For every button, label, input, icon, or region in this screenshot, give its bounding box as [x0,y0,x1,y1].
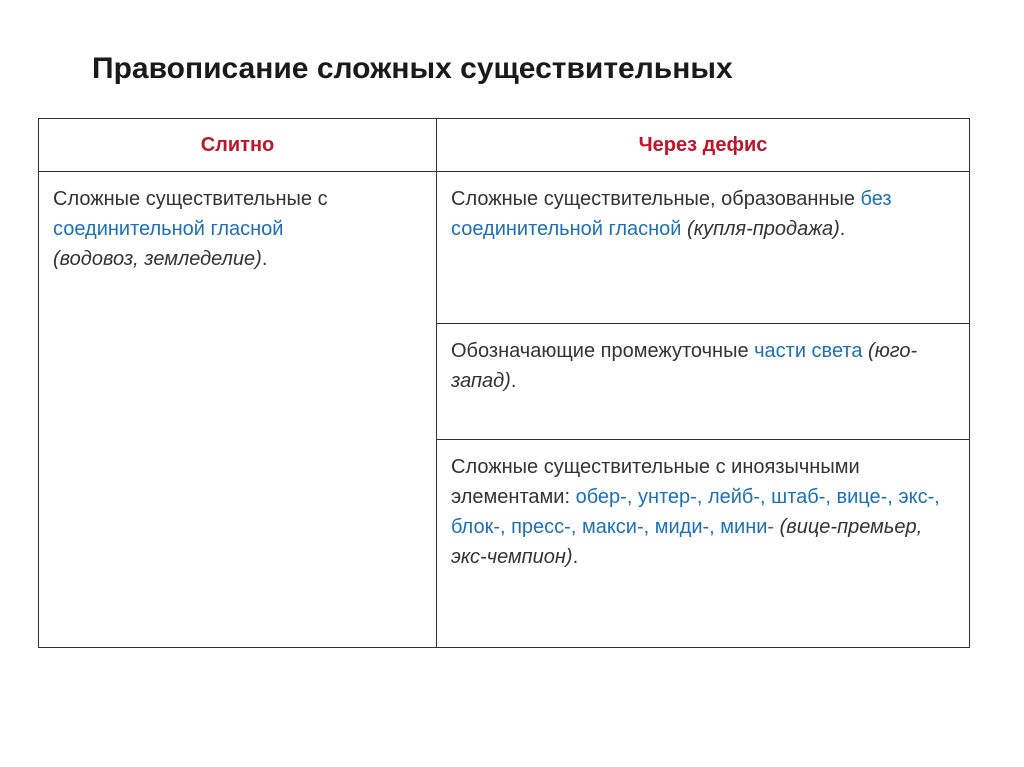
rule-plain-text: Обозначающие промежуточные [451,340,755,362]
rule-end: . [572,546,579,568]
cell-hyphen-rule-2 [437,324,969,440]
header-hyphen-spelling: Через дефис [437,119,969,172]
spelling-table [38,118,970,648]
rule-plain-text: Сложные существительные с [53,188,328,210]
rule-text [53,184,422,274]
cell-solid-rule [39,172,437,647]
rule-plain-text: Сложные существительные, образованные [451,188,861,210]
rule-end: . [839,218,846,240]
cell-hyphen-rule-3 [437,440,969,647]
cell-hyphen-rule-1 [437,172,969,324]
header-solid-spelling: Слитно [39,119,437,172]
page-title: Правописание сложных существительных [92,52,733,85]
rule-text [451,184,955,244]
rule-example: (юго-запад) [451,340,918,392]
rule-highlight: обер-, унтер-, лейб-, штаб-, вице-, экс-, блок-, пресс-, макси-, миди-, мини- [451,486,940,538]
rule-highlight: без соединительной гласной [451,188,892,240]
rule-text [451,336,955,396]
rule-example: (купля-продажа) [687,218,840,240]
rule-highlight: соединительной гласной [53,218,284,240]
rule-example: (вице-премьер, экс-чемпион) [451,516,923,568]
rule-end: . [510,370,517,392]
rule-plain-text: Сложные существительные с иноязычными элементами: [451,456,860,508]
rule-end: . [261,248,268,270]
rule-highlight: части света [754,340,863,362]
rule-text [451,452,955,572]
rule-example: (водовоз, земледелие) [53,248,262,270]
